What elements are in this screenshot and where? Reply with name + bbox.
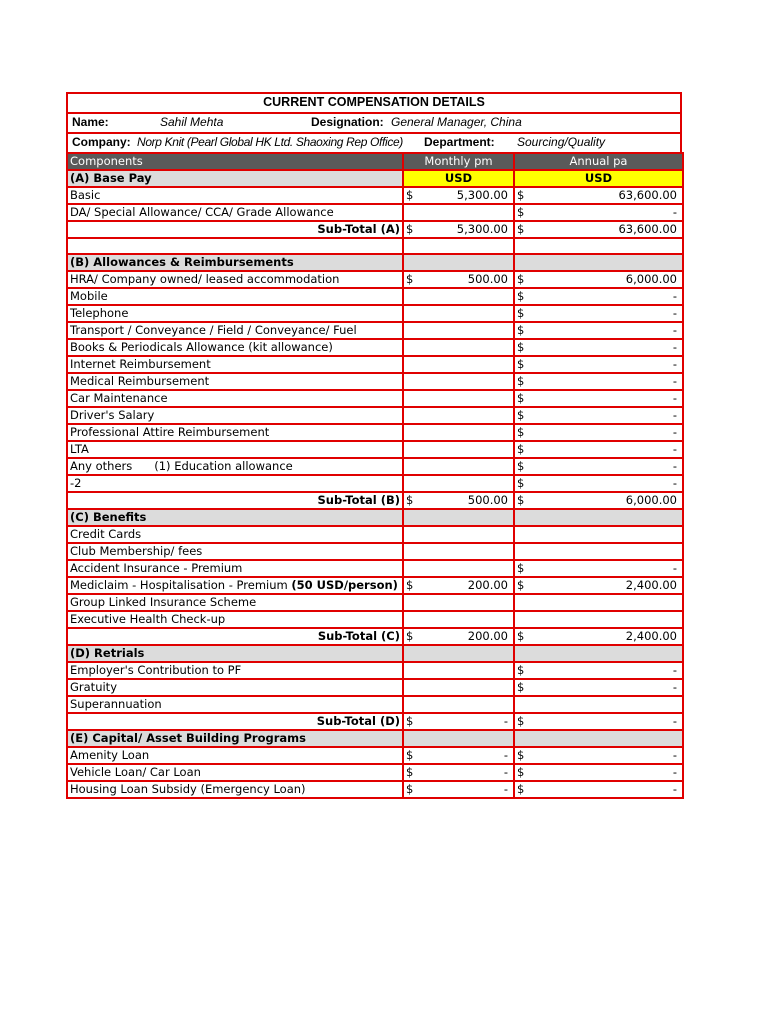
annual-value: - xyxy=(672,476,677,491)
currency-symbol: $ xyxy=(517,714,525,729)
annual-value: - xyxy=(672,782,677,797)
table-row-group xyxy=(67,594,683,611)
monthly-value: - xyxy=(503,782,508,797)
row-label: HRA/ Company owned/ leased accommodation xyxy=(67,271,403,288)
monthly-value: 5,300.00 xyxy=(456,188,508,202)
table-row-exec xyxy=(67,611,683,628)
currency-symbol: $ xyxy=(406,222,414,236)
compensation-table xyxy=(66,152,684,799)
company-row xyxy=(66,132,682,152)
currency-symbol: $ xyxy=(406,765,414,780)
currency-symbol: $ xyxy=(406,493,414,508)
annual-value: 63,600.00 xyxy=(618,188,677,202)
table-row-lta xyxy=(67,441,683,458)
row-label: DA/ Special Allowance/ CCA/ Grade Allowance xyxy=(67,204,403,221)
currency-symbol: $ xyxy=(517,391,525,406)
row-label: Internet Reimbursement xyxy=(67,356,403,373)
department-label: Department: xyxy=(424,135,495,149)
table-row-driver xyxy=(67,407,683,424)
table-row-gratuity xyxy=(67,679,683,696)
annual-value: 6,000.00 xyxy=(625,272,677,287)
row-label: Basic xyxy=(67,187,403,204)
table-row-vehicle xyxy=(67,764,683,781)
row-note: (50 USD/person) xyxy=(291,578,398,593)
row-label: Mediclaim - Hospitalisation - Premium xyxy=(70,578,288,593)
row-label: Superannuation xyxy=(67,696,403,713)
currency-symbol: $ xyxy=(517,205,525,219)
header-annual: Annual pa xyxy=(514,153,683,170)
row-label: Driver's Salary xyxy=(67,407,403,424)
row-sublabel: (1) Education allowance xyxy=(154,459,293,474)
annual-value: - xyxy=(672,340,677,355)
annual-value: - xyxy=(672,680,677,695)
row-label: Credit Cards xyxy=(67,526,403,543)
monthly-value: - xyxy=(503,714,508,729)
table-row-mobile xyxy=(67,288,683,305)
table-row-pf xyxy=(67,662,683,679)
currency-symbol: $ xyxy=(517,408,525,423)
annual-value: - xyxy=(672,714,677,729)
header-monthly: Monthly pm xyxy=(403,153,514,170)
currency-badge-monthly: USD xyxy=(403,170,514,187)
row-label: LTA xyxy=(67,441,403,458)
subtotal-row-a xyxy=(67,221,683,238)
currency-symbol: $ xyxy=(517,578,525,593)
table-row-mediclaim xyxy=(67,577,683,594)
table-row-minus2 xyxy=(67,475,683,492)
currency-symbol: $ xyxy=(517,561,525,576)
currency-symbol: $ xyxy=(517,188,525,202)
table-row-amenity xyxy=(67,747,683,764)
subtotal-label: Sub-Total (A) xyxy=(67,221,403,238)
table-row-transport xyxy=(67,322,683,339)
currency-symbol: $ xyxy=(517,357,525,372)
currency-symbol: $ xyxy=(406,714,414,729)
currency-symbol: $ xyxy=(517,374,525,389)
designation-value: General Manager, China xyxy=(391,115,522,129)
currency-symbol: $ xyxy=(517,306,525,321)
company-value: Norp Knit (Pearl Global HK Ltd. Shaoxing Rep Office) xyxy=(137,135,403,149)
currency-badge-annual: USD xyxy=(514,170,683,187)
annual-value: - xyxy=(672,408,677,423)
currency-symbol: $ xyxy=(517,222,525,236)
table-row-credit xyxy=(67,526,683,543)
currency-symbol: $ xyxy=(517,748,525,763)
monthly-value: 5,300.00 xyxy=(456,222,508,236)
subtotal-label: Sub-Total (B) xyxy=(67,492,403,509)
currency-symbol: $ xyxy=(517,663,525,678)
currency-symbol: $ xyxy=(517,629,525,644)
row-label: Gratuity xyxy=(67,679,403,696)
row-label: Medical Reimbursement xyxy=(67,373,403,390)
table-row-housing xyxy=(67,781,683,798)
currency-symbol: $ xyxy=(517,680,525,695)
currency-symbol: $ xyxy=(406,188,414,202)
section-row-allowances xyxy=(67,254,683,271)
name-value: Sahil Mehta xyxy=(160,115,224,129)
sheet-title: CURRENT COMPENSATION DETAILS xyxy=(66,92,682,112)
currency-symbol: $ xyxy=(406,629,414,644)
currency-symbol: $ xyxy=(517,765,525,780)
row-label: Executive Health Check-up xyxy=(67,611,403,628)
annual-value: - xyxy=(672,561,677,576)
name-row xyxy=(66,112,682,132)
row-label: Accident Insurance - Premium xyxy=(67,560,403,577)
row-label: Club Membership/ fees xyxy=(67,543,403,560)
header-components: Components xyxy=(67,153,403,170)
table-header-row xyxy=(67,153,683,170)
currency-symbol: $ xyxy=(406,272,414,287)
company-label: Company: xyxy=(72,135,131,149)
table-row-superannuation xyxy=(67,696,683,713)
row-label: -2 xyxy=(67,475,403,492)
annual-value: - xyxy=(672,748,677,763)
monthly-value: 500.00 xyxy=(467,272,508,287)
blank-row xyxy=(67,238,683,254)
section-label: (A) Base Pay xyxy=(67,170,403,187)
section-label: (C) Benefits xyxy=(67,509,403,526)
compensation-sheet xyxy=(66,92,682,799)
table-row-club xyxy=(67,543,683,560)
section-row-base-pay xyxy=(67,170,683,187)
monthly-value: - xyxy=(503,765,508,780)
annual-value: - xyxy=(672,306,677,321)
table-row-accident xyxy=(67,560,683,577)
subtotal-row-c xyxy=(67,628,683,645)
table-row-others xyxy=(67,458,683,475)
row-label: Housing Loan Subsidy (Emergency Loan) xyxy=(67,781,403,798)
table-row-telephone xyxy=(67,305,683,322)
currency-symbol: $ xyxy=(517,272,525,287)
currency-symbol: $ xyxy=(517,340,525,355)
monthly-value: 200.00 xyxy=(467,629,508,644)
annual-value: 63,600.00 xyxy=(618,222,677,236)
row-label: Mobile xyxy=(67,288,403,305)
monthly-value: 500.00 xyxy=(467,493,508,508)
annual-value: 2,400.00 xyxy=(625,578,677,593)
section-row-retrials xyxy=(67,645,683,662)
currency-symbol: $ xyxy=(517,476,525,491)
section-label: (E) Capital/ Asset Building Programs xyxy=(67,730,403,747)
monthly-value: - xyxy=(503,748,508,763)
subtotal-row-d xyxy=(67,713,683,730)
monthly-value: 200.00 xyxy=(467,578,508,593)
table-row-basic xyxy=(67,187,683,204)
annual-value: - xyxy=(672,442,677,457)
row-label: Any others xyxy=(70,459,133,474)
currency-symbol: $ xyxy=(517,782,525,797)
row-label: Group Linked Insurance Scheme xyxy=(67,594,403,611)
currency-symbol: $ xyxy=(517,289,525,304)
subtotal-label: Sub-Total (C) xyxy=(67,628,403,645)
annual-value: - xyxy=(672,425,677,440)
annual-value: - xyxy=(672,205,677,219)
row-label: Amenity Loan xyxy=(67,747,403,764)
annual-value: - xyxy=(672,357,677,372)
section-row-capital xyxy=(67,730,683,747)
annual-value: - xyxy=(672,374,677,389)
row-label: Transport / Conveyance / Field / Conveyance/ Fuel xyxy=(67,322,403,339)
designation-label: Designation: xyxy=(311,115,384,129)
currency-symbol: $ xyxy=(517,459,525,474)
section-row-benefits xyxy=(67,509,683,526)
row-label: Car Maintenance xyxy=(67,390,403,407)
annual-value: - xyxy=(672,459,677,474)
section-label: (D) Retrials xyxy=(67,645,403,662)
currency-symbol: $ xyxy=(406,578,414,593)
table-row-hra xyxy=(67,271,683,288)
table-row-medical xyxy=(67,373,683,390)
table-row-car-maintenance xyxy=(67,390,683,407)
table-row-attire xyxy=(67,424,683,441)
currency-symbol: $ xyxy=(517,442,525,457)
currency-symbol: $ xyxy=(517,323,525,338)
row-label: Professional Attire Reimbursement xyxy=(67,424,403,441)
annual-value: - xyxy=(672,289,677,304)
department-value: Sourcing/Quality xyxy=(517,135,606,149)
currency-symbol: $ xyxy=(517,493,525,508)
table-row-books xyxy=(67,339,683,356)
subtotal-label: Sub-Total (D) xyxy=(67,713,403,730)
table-row-da xyxy=(67,204,683,221)
name-label: Name: xyxy=(72,115,109,129)
annual-value: 2,400.00 xyxy=(625,629,677,644)
row-label: Books & Periodicals Allowance (kit allowance) xyxy=(67,339,403,356)
currency-symbol: $ xyxy=(406,748,414,763)
section-label: (B) Allowances & Reimbursements xyxy=(67,254,403,271)
annual-value: 6,000.00 xyxy=(625,493,677,508)
row-label: Vehicle Loan/ Car Loan xyxy=(67,764,403,781)
currency-symbol: $ xyxy=(517,425,525,440)
annual-value: - xyxy=(672,391,677,406)
table-row-internet xyxy=(67,356,683,373)
row-label: Telephone xyxy=(67,305,403,322)
currency-symbol: $ xyxy=(406,782,414,797)
annual-value: - xyxy=(672,663,677,678)
subtotal-row-b xyxy=(67,492,683,509)
annual-value: - xyxy=(672,765,677,780)
annual-value: - xyxy=(672,323,677,338)
row-label: Employer's Contribution to PF xyxy=(67,662,403,679)
